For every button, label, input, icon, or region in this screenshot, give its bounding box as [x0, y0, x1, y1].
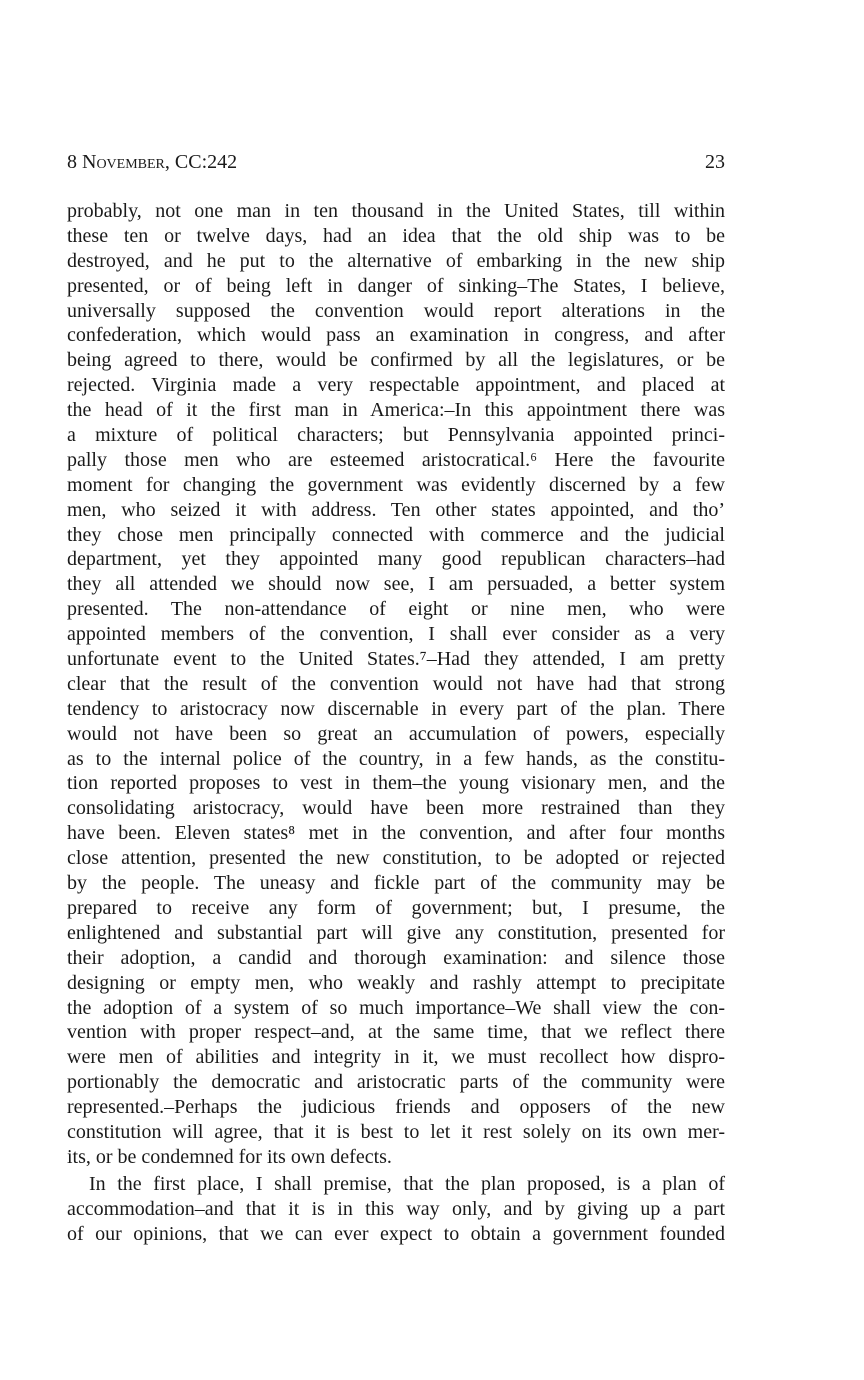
- text-line: they all attended we should now see, I am persuaded, a better system: [67, 573, 725, 596]
- text-line: tion reported proposes to vest in them–the young visionary men, and the: [67, 772, 725, 795]
- text-line: moment for changing the government was evidently discerned by a few: [67, 473, 725, 496]
- text-line: the adoption of a system of so much importance–We shall view the con-: [67, 996, 725, 1019]
- text-line: enlightened and substantial part will give any constitution, presented for: [67, 921, 725, 944]
- text-line: by the people. The uneasy and fickle part of the community may be: [67, 872, 725, 895]
- text-line: their adoption, a candid and thorough examination: and silence those: [67, 946, 725, 969]
- text-line: prepared to receive any form of government; but, I presume, the: [67, 896, 725, 919]
- text-line: probably, not one man in ten thousand in the United States, till within: [67, 200, 725, 222]
- text-line: close attention, presented the new constitution, to be adopted or rejected: [67, 847, 725, 870]
- text-line: In the first place, I shall premise, that the plan proposed, is a plan of: [89, 1172, 725, 1195]
- running-head-date: 8: [67, 151, 82, 173]
- text-line: department, yet they appointed many good republican characters–had: [67, 548, 725, 571]
- text-line: these ten or twelve days, had an idea that the old ship was to be: [67, 224, 725, 247]
- text-line: its, or be condemned for its own defects.: [67, 1145, 392, 1168]
- text-line: represented.–Perhaps the judicious friends and opposers of the new: [67, 1096, 725, 1119]
- text-line: portionably the democratic and aristocratic parts of the community were: [67, 1071, 725, 1094]
- text-line: the head of it the first man in America:–In this appointment there was: [67, 399, 725, 422]
- text-line: they chose men principally connected with commerce and the judicial: [67, 523, 725, 546]
- paragraph: [67, 1172, 725, 1247]
- text-line: being agreed to there, would be confirmed by all the legislatures, or be: [67, 349, 725, 372]
- text-line: designing or empty men, who weakly and rashly attempt to precipitate: [67, 971, 725, 994]
- text-line: consolidating aristocracy, would have been more restrained than they: [67, 797, 725, 820]
- text-line: appointed members of the convention, I shall ever consider as a very: [67, 623, 725, 646]
- text-line: pally those men who are esteemed aristocratical.⁶ Here the favourite: [67, 448, 725, 471]
- text-line: vention with proper respect–and, at the same time, that we reflect there: [67, 1021, 725, 1044]
- text-line: unfortunate event to the United States.⁷–Had they attended, I am pretty: [67, 648, 725, 671]
- running-head-document: , CC:242: [164, 151, 238, 173]
- text-line: as to the internal police of the country, in a few hands, as the constitu-: [67, 747, 725, 770]
- text-line: of our opinions, that we can ever expect to obtain a government founded: [67, 1222, 725, 1245]
- text-line: confederation, which would pass an examination in congress, and after: [67, 324, 725, 347]
- page-number: 23: [705, 151, 725, 173]
- text-line: were men of abilities and integrity in it, we must recollect how dispro-: [67, 1046, 725, 1069]
- paragraph: [67, 199, 725, 1170]
- text-line: men, who seized it with address. Ten other states appointed, and tho’: [67, 498, 725, 521]
- text-line: presented. The non-attendance of eight or nine men, who were: [67, 598, 725, 621]
- text-line: clear that the result of the convention would not have had that strong: [67, 672, 725, 695]
- text-line: destroyed, and he put to the alternative of embarking in the new ship: [67, 249, 725, 272]
- body-text: [67, 199, 725, 1246]
- running-head: [67, 148, 725, 176]
- text-line: have been. Eleven states⁸ met in the convention, and after four months: [67, 822, 725, 845]
- text-line: a mixture of political characters; but Pennsylvania appointed princi-: [67, 424, 725, 447]
- text-line: would not have been so great an accumulation of powers, especially: [67, 722, 725, 745]
- text-line: tendency to aristocracy now discernable in every part of the plan. There: [67, 697, 725, 720]
- text-line: accommodation–and that it is in this way only, and by giving up a part: [67, 1197, 725, 1220]
- running-head-month: November: [82, 151, 165, 173]
- text-line: rejected. Virginia made a very respectable appointment, and placed at: [67, 374, 725, 397]
- running-head-left: [67, 148, 237, 176]
- text-line: constitution will agree, that it is best to let it rest solely on its own mer-: [67, 1120, 725, 1143]
- text-line: universally supposed the convention would report alterations in the: [67, 299, 725, 322]
- text-line: presented, or of being left in danger of sinking–The States, I believe,: [67, 274, 725, 297]
